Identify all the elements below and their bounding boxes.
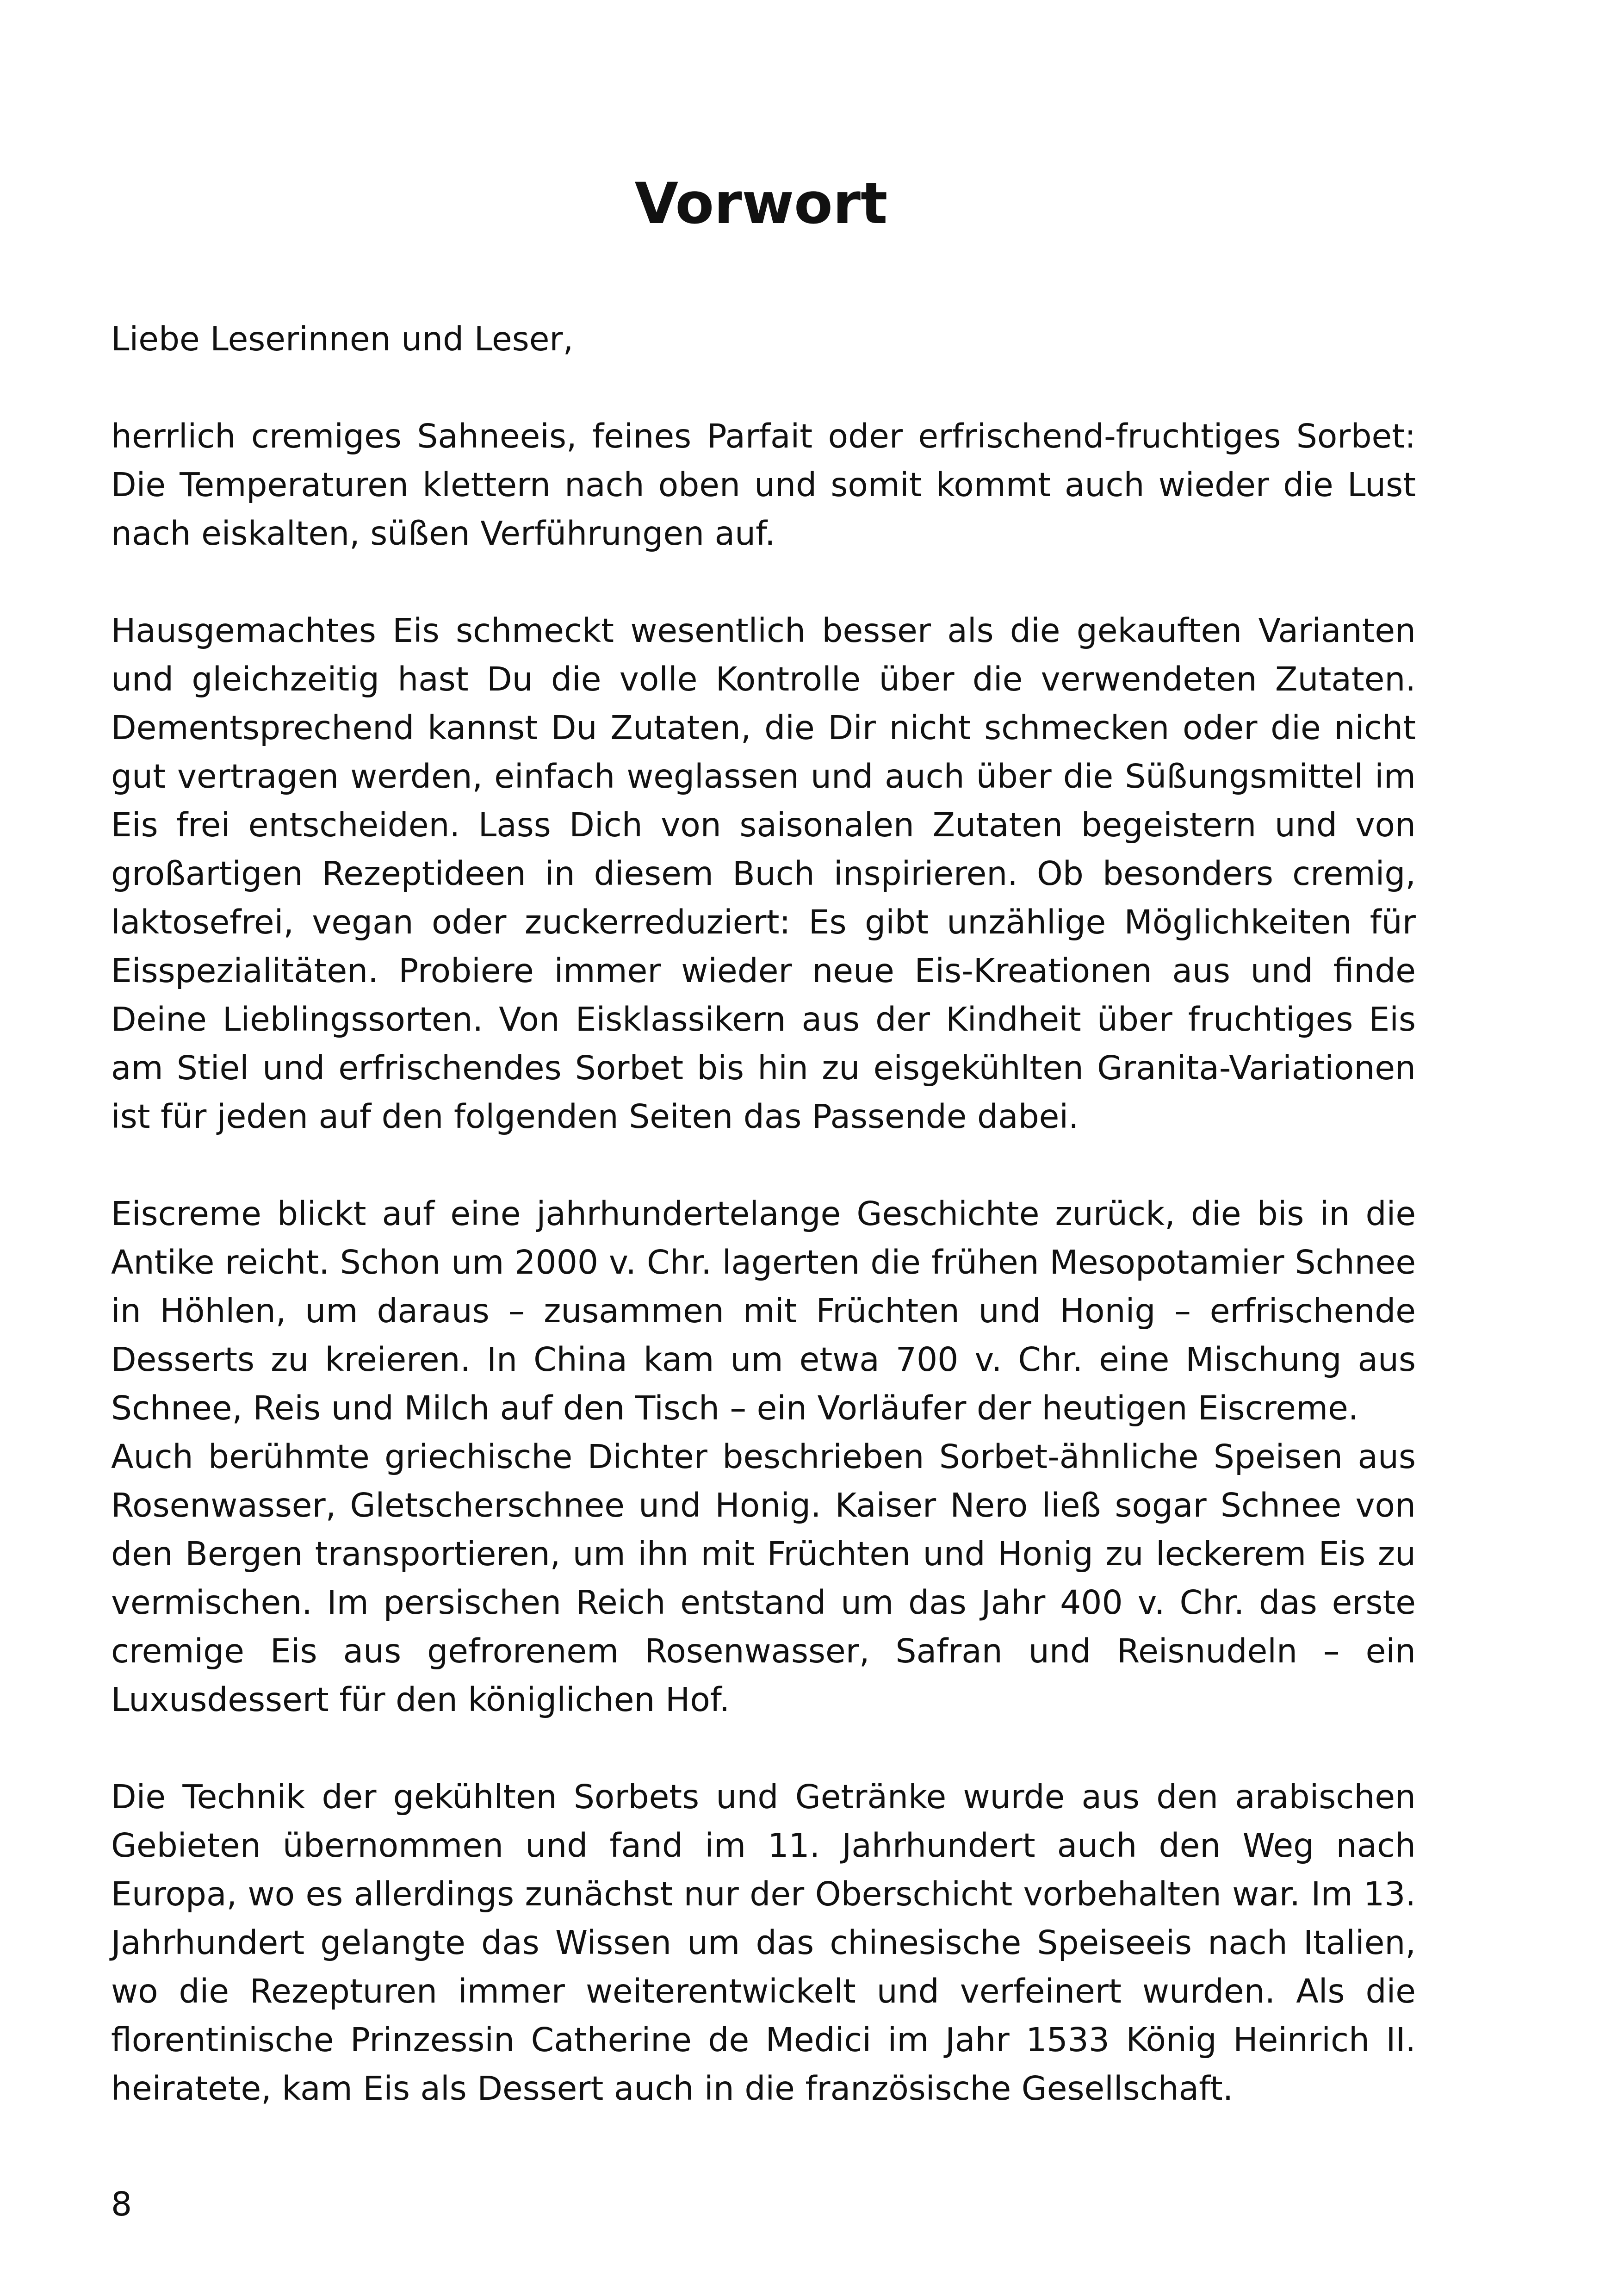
- salutation: Liebe Leserinnen und Leser,: [111, 320, 574, 358]
- body-text: [111, 315, 1416, 2113]
- paragraph-gap: [111, 1141, 1416, 1189]
- paragraph-3: Eiscreme blickt auf eine jahrhundertelange Geschichte zurück, die bis in die Antike reicht. Schon um 2000 v. Chr. lagerten die frühen Mesopotamier Schnee in Höhlen, um daraus – zusammen mit Früchten und Honig – erfrischende Desserts zu kreieren. In China kam um etwa 700 v. Chr. eine Mischung aus Schnee, Reis und Milch auf den Tisch – ein Vorläufer der heutigen Eiscreme.: [111, 1195, 1416, 1427]
- paragraph-2: Hausgemachtes Eis schmeckt wesentlich besser als die gekauften Varianten und gleichzeitig hast Du die volle Kontrolle über die verwendeten Zutaten. Dementsprechend kannst Du Zutaten, die Dir nicht schmecken oder die nicht gut vertragen werden, einfach weglassen und auch über die Süßungsmittel im Eis frei entscheiden. Lass Dich von saisonalen Zutaten begeistern und von großartigen Rezeptideen in diesem Buch inspirieren. Ob besonders cremig, laktosefrei, vegan oder zuckerreduziert: Es gibt unzählige Möglichkeiten für Eisspezialitäten. Probiere immer wieder neue Eis-Kreationen aus und finde Deine Lieblingssorten. Von Eisklassikern aus der Kindheit über fruchtiges Eis am Stiel und erfrischendes Sorbet bis hin zu eisgekühlten Granita-Variationen ist für jeden auf den folgenden Seiten das Passende dabei.: [111, 611, 1416, 1136]
- paragraph-gap: [111, 1724, 1416, 1773]
- paragraph-4: Auch berühmte griechische Dichter beschrieben Sorbet-ähnliche Speisen aus Rosenwasser, Gletscherschnee und Honig. Kaiser Nero ließ sogar Schnee von den Bergen transportieren, um ihn mit Früchten und Honig zu leckerem Eis zu vermischen. Im persischen Reich entstand um das Jahr 400 v. Chr. das erste cremige Eis aus gefrorenem Rosenwasser, Safran und Reisnudeln – ein Luxusdessert für den königlichen Hof.: [111, 1437, 1416, 1719]
- paragraph-gap: [111, 558, 1416, 606]
- page-number: 8: [111, 2185, 132, 2223]
- paragraph-gap: [111, 363, 1416, 412]
- paragraph-5: Die Technik der gekühlten Sorbets und Getränke wurde aus den arabischen Gebieten übernommen und fand im 11. Jahrhundert auch den Weg nach Europa, wo es allerdings zunächst nur der Oberschicht vorbehalten war. Im 13. Jahrhundert gelangte das Wissen um das chinesische Speiseeis nach Italien, wo die Rezepturen immer weiterentwickelt und verfeinert wurden. Als die florentinische Prinzessin Catherine de Medici im Jahr 1533 König Heinrich II. heiratete, kam Eis als Dessert auch in die französische Gesellschaft.: [111, 1778, 1416, 2108]
- paragraph-1: herrlich cremiges Sahneeis, feines Parfait oder erfrischend-fruchtiges Sorbet: Die Temperaturen klettern nach oben und somit kommt auch wieder die Lust nach eiskalten, süßen Verführungen auf.: [111, 417, 1416, 553]
- page-title: Vorwort: [634, 171, 888, 236]
